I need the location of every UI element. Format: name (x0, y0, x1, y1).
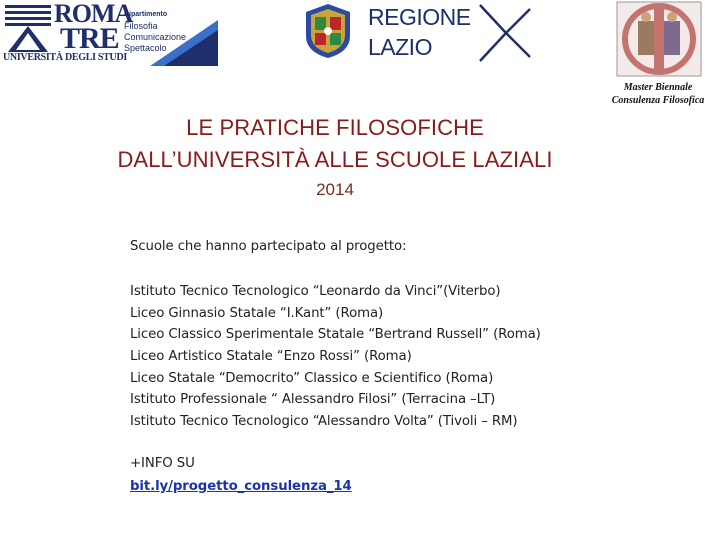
list-item: Istituto Tecnico Tecnologico “Alessandro Volta” (Tivoli – RM) (130, 414, 518, 430)
regione-text: REGIONE (368, 4, 471, 30)
roma-tre-tre-text: TRE (60, 22, 119, 55)
department-line-comunicazione: Comunicazione (124, 32, 187, 42)
roma-tre-emblem-icon (2, 2, 54, 54)
project-link[interactable]: bit.ly/progetto_consulenza_14 (130, 479, 352, 494)
master-caption-line1: Master Biennale (623, 82, 693, 93)
list-item: Liceo Ginnasio Statale “I.Kant” (Roma) (130, 305, 384, 321)
regione-lazio-chevron-icon (478, 3, 532, 63)
page-title-line1: LE PRATICHE FILOSOFICHE (186, 115, 484, 140)
master-biennale-logo (596, 0, 720, 108)
year-label: 2014 (316, 180, 354, 199)
department-line-filosofia: Filosofia (124, 21, 158, 31)
roma-tre-logo (0, 0, 220, 70)
lazio-text: LAZIO (368, 34, 432, 60)
list-item: Liceo Classico Sperimentale Statale “Bertrand Russell” (Roma) (130, 327, 541, 343)
regione-lazio-logo (298, 0, 533, 65)
info-label: +INFO SU (130, 456, 195, 471)
department-line-spettacolo: Spettacolo (124, 43, 167, 53)
school-list (130, 281, 541, 433)
list-item: Istituto Tecnico Tecnologico “Leonardo da Vinci”(Viterbo) (130, 284, 501, 299)
intro-text: Scuole che hanno partecipato al progetto: (130, 239, 407, 254)
roma-tre-roma-text: ROMA (54, 0, 133, 28)
regione-lazio-crest-icon (300, 2, 356, 60)
page-title-line2: DALL’UNIVERSITÀ ALLE SCUOLE LAZIALI (117, 147, 553, 172)
master-emblem-icon (616, 1, 702, 77)
roma-tre-university-text: UNIVERSITÀ DEGLI STUDI (3, 52, 127, 63)
list-item: Liceo Statale “Democrito” Classico e Scientifico (Roma) (130, 370, 494, 386)
list-item: Istituto Professionale “ Alessandro Filosi” (Terracina –LT) (130, 392, 496, 408)
list-item: Liceo Artistico Statale “Enzo Rossi” (Roma) (130, 349, 412, 365)
department-label: Dipartimento (124, 11, 168, 18)
master-caption-line2: Consulenza Filosofica (611, 95, 705, 106)
